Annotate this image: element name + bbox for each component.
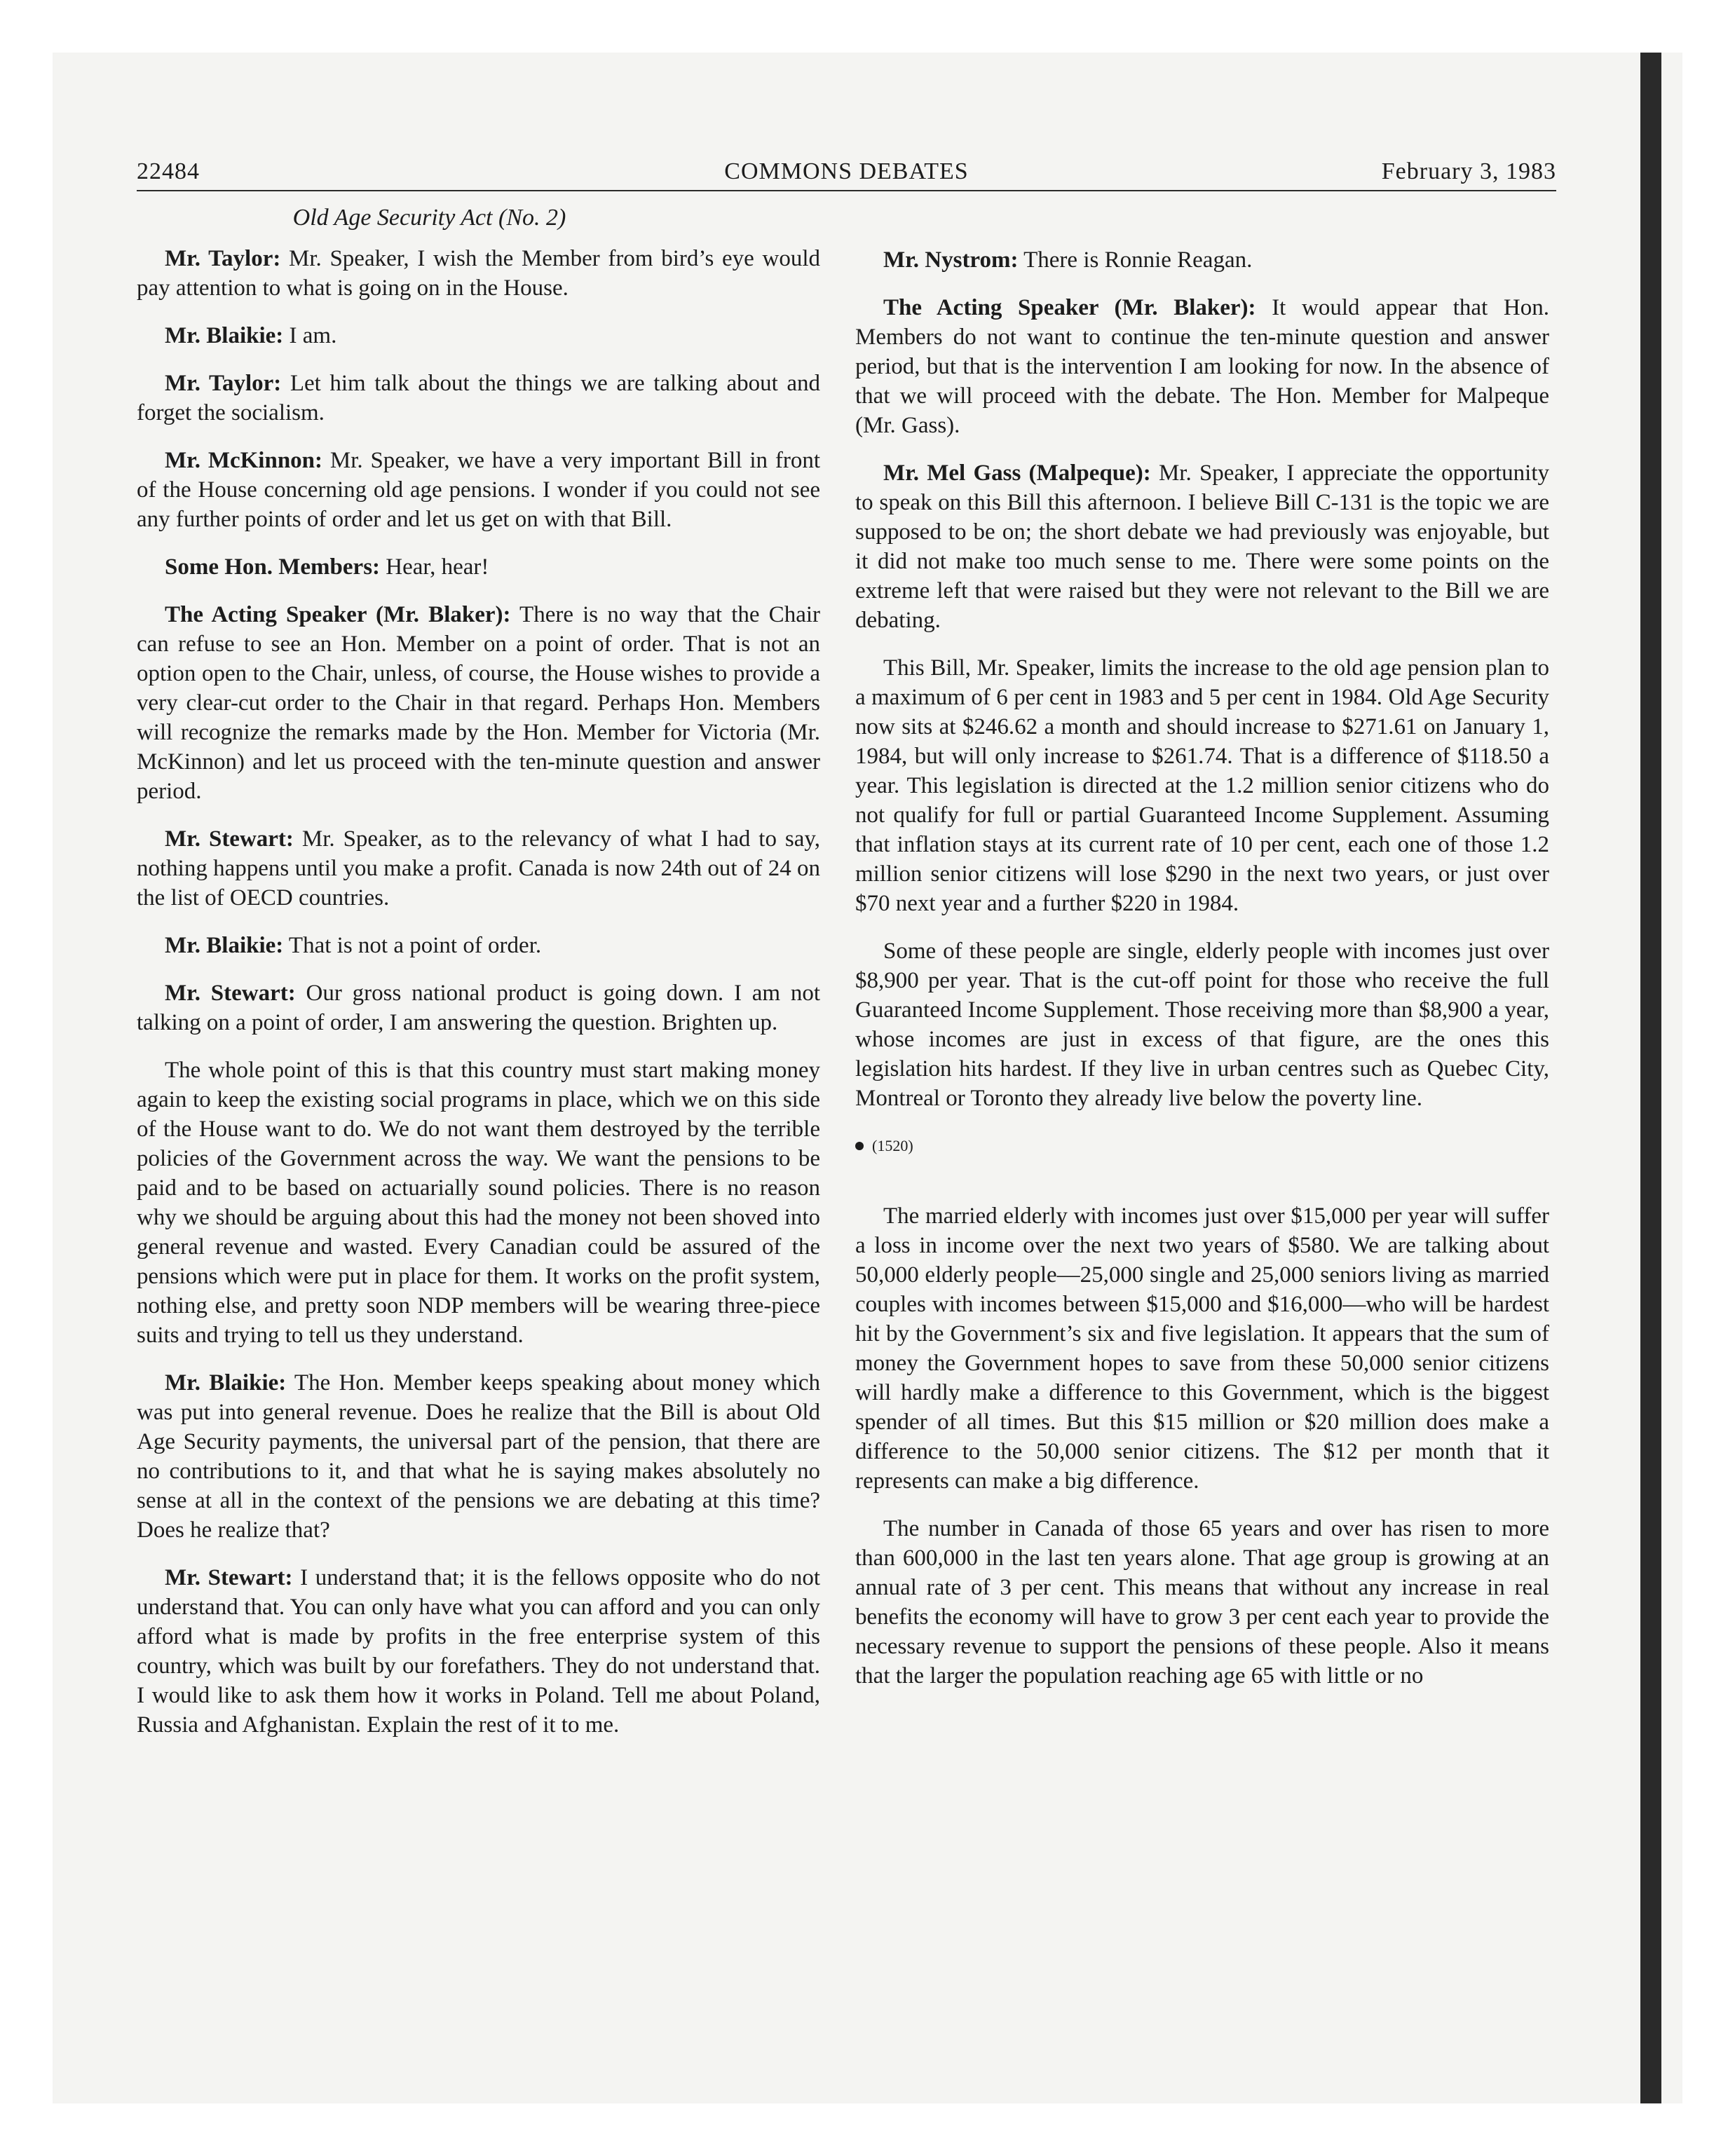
speaker-name: Mr. Blaikie: <box>165 323 284 348</box>
speech-paragraph <box>137 600 820 806</box>
speech-paragraph <box>855 458 1549 635</box>
section-title: Old Age Security Act (No. 2) <box>292 205 566 231</box>
speech-paragraph <box>137 931 820 960</box>
speaker-name: Mr. Taylor: <box>165 246 281 271</box>
speech-paragraph <box>137 1563 820 1740</box>
speech-paragraph <box>137 552 820 582</box>
left-column <box>137 203 820 1758</box>
paragraph-text: The Hon. Member keeps speaking about money which was put into general revenue. Does he realize that the Bill is about Old Age Security payments, the universal part of the pension, that there are no contributions to it, and that what he is saying makes absolutely no sense at all in the context of the pensions we are debating at this time? Does he realize that? <box>137 1370 820 1543</box>
paragraph-text: Some of these people are single, elderly people with incomes just over $8,900 per year. That is the cut-off point for those who receive the full Guaranteed Income Supplement. Those receiving more than $8,900 a year, whose incomes are just in excess of that figure, are the ones this legislation hits hardest. If they live in urban centres such as Quebec City, Montreal or Toronto they already live below the poverty line. <box>855 939 1549 1111</box>
left-paragraphs <box>137 244 820 1740</box>
text-paragraph <box>137 1056 820 1350</box>
paragraph-text: Let him talk about the things we are talking about and forget the socialism. <box>137 371 820 425</box>
paragraph-text: There is Ronnie Reagan. <box>1018 247 1253 273</box>
speech-paragraph <box>137 244 820 303</box>
speaker-name: The Acting Speaker (Mr. Blaker): <box>165 602 511 627</box>
right-paragraphs-bottom <box>855 1201 1549 1691</box>
speech-paragraph <box>855 245 1549 275</box>
speech-paragraph <box>137 978 820 1037</box>
paragraph-text: Mr. Speaker, I wish the Member from bird’s eye would pay attention to what is going on in the House. <box>137 246 820 301</box>
paragraph-text: That is not a point of order. <box>283 933 542 958</box>
speaker-name: Mr. McKinnon: <box>165 448 323 473</box>
publication-date: February 3, 1983 <box>1381 158 1556 184</box>
paragraph-text: Mr. Speaker, as to the relevancy of what I had to say, nothing happens until you make a profit. Canada is now 24th out of 24 on the list of OECD countries. <box>137 826 821 910</box>
paragraph-text: I understand that; it is the fellows opposite who do not understand that. You can only have what you can afford and you can only afford what is made by profits in the free enterprise system of this country, which was built by our forefathers. They do not understand that. I would like to ask them how it works in Poland. Tell me about Poland, Russia and Afghanistan. Explain the rest of it to me. <box>137 1565 820 1738</box>
speaker-name: Mr. Mel Gass (Malpeque): <box>883 460 1151 486</box>
paragraph-text: The married elderly with incomes just over $15,000 per year will suffer a loss in income over the next two years of $580. We are talking about 50,000 elderly people—25,000 single and 25,000 seniors living as married couples with incomes between $15,000 and $16,000—who will be hardest hit by the Government’s six and five legislation. It appears that the sum of money the Government hopes to save from these 50,000 senior citizens will hardly make a difference to this Government, which is the biggest spender of all times. But this $15 million or $20 million does make a difference to the 50,000 senior citizens. The $12 per month that it represents can make a big difference. <box>855 1203 1549 1494</box>
paragraph-text: Mr. Speaker, I appreciate the opportunity to speak on this Bill this afternoon. I believe Bill C-131 is the topic we are supposed to be on; the short debate we had previously was enjoyable, but it did not make too much sense to me. There were some points on the extreme left that were raised but they were not relevant to the Bill we are debating. <box>855 460 1549 633</box>
speaker-name: Mr. Blaikie: <box>165 1370 287 1396</box>
bullet-icon <box>855 1142 864 1150</box>
speech-paragraph <box>137 369 820 428</box>
right-paragraphs-top <box>855 245 1549 1113</box>
timestamp-text: (1520) <box>872 1137 913 1154</box>
text-paragraph <box>855 1514 1549 1691</box>
paragraph-text: Our gross national product is going down. I am not talking on a point of order, I am answering the question. Brighten up. <box>137 981 820 1035</box>
right-column <box>855 245 1549 1709</box>
paragraph-text: Mr. Speaker, we have a very important Bill in front of the House concerning old age pensions. I wonder if you could not see any further points of order and let us get on with that Bill. <box>137 448 820 532</box>
text-paragraph <box>855 936 1549 1113</box>
speaker-name: The Acting Speaker (Mr. Blaker): <box>883 295 1256 320</box>
speech-paragraph <box>855 293 1549 440</box>
page-number: 22484 <box>137 158 200 184</box>
paragraph-text: The whole point of this is that this country must start making money again to keep the existing social programs in place, which we on this side of the House want to do. We do not want them destroyed by the terrible policies of the Government across the way. We want the pensions to be paid and to be based on actuarially sound policies. There is no reason why we should be arguing about this had the money not been shoved into general revenue and wasted. Every Canadian could be assured of the pensions which were put in place for them. It works on the profit system, nothing else, and pretty soon NDP members will be wearing three-piece suits and trying to tell us they understand. <box>137 1058 820 1348</box>
speaker-name: Mr. Stewart: <box>165 981 296 1006</box>
speech-paragraph <box>137 321 820 350</box>
speech-paragraph <box>137 446 820 534</box>
speaker-name: Mr. Stewart: <box>165 826 294 852</box>
speaker-name: Mr. Taylor: <box>165 371 282 396</box>
speech-paragraph <box>137 824 820 913</box>
header-rule <box>137 190 1556 191</box>
timestamp-marker <box>855 1131 1549 1161</box>
speaker-name: Mr. Nystrom: <box>883 247 1019 273</box>
speaker-name: Some Hon. Members: <box>165 554 381 580</box>
paragraph-text: It would appear that Hon. Members do not want to continue the ten-minute question and answer period, but that is the intervention I am looking for now. In the absence of that we will proceed with the debate. The Hon. Member for Malpeque (Mr. Gass). <box>855 295 1549 438</box>
publication-title: COMMONS DEBATES <box>724 158 969 184</box>
paragraph-text: There is no way that the Chair can refuse to see an Hon. Member on a point of order. That is not an option open to the Chair, unless, of course, the House wishes to provide a very clear-cut order to the Chair in that regard. Perhaps Hon. Members will recognize the remarks made by the Hon. Member for Victoria (Mr. McKinnon) and let us proceed with the ten-minute question and answer period. <box>137 602 820 804</box>
paragraph-text: This Bill, Mr. Speaker, limits the increase to the old age pension plan to a maximum of 6 per cent in 1983 and 5 per cent in 1984. Old Age Security now sits at $246.62 a month and should increase to $271.61 on January 1, 1984, but will only increase to $261.74. That is a difference of $118.50 a year. This legislation is directed at the 1.2 million senior citizens who do not qualify for full or partial Guaranteed Income Supplement. Assuming that inflation stays at its current rate of 10 per cent, each one of those 1.2 million senior citizens will lose $290 in the next two years, or just over $70 next year and a further $220 in 1984. <box>855 655 1549 916</box>
text-paragraph <box>855 653 1549 918</box>
paragraph-text: I am. <box>283 323 337 348</box>
text-paragraph <box>855 1201 1549 1496</box>
page-edge-shadow <box>1640 53 1661 2103</box>
speaker-name: Mr. Stewart: <box>165 1565 293 1590</box>
speaker-name: Mr. Blaikie: <box>165 933 284 958</box>
speech-paragraph <box>137 1368 820 1545</box>
paragraph-text: Hear, hear! <box>380 554 489 580</box>
paragraph-text: The number in Canada of those 65 years and over has risen to more than 600,000 in the last ten years alone. That age group is growing at an annual rate of 3 per cent. This means that without any increase in real benefits the economy will have to grow 3 per cent each year to provide the necessary revenue to support the pensions of these people. Also it means that the larger the population reaching age 65 with little or no <box>855 1516 1549 1688</box>
